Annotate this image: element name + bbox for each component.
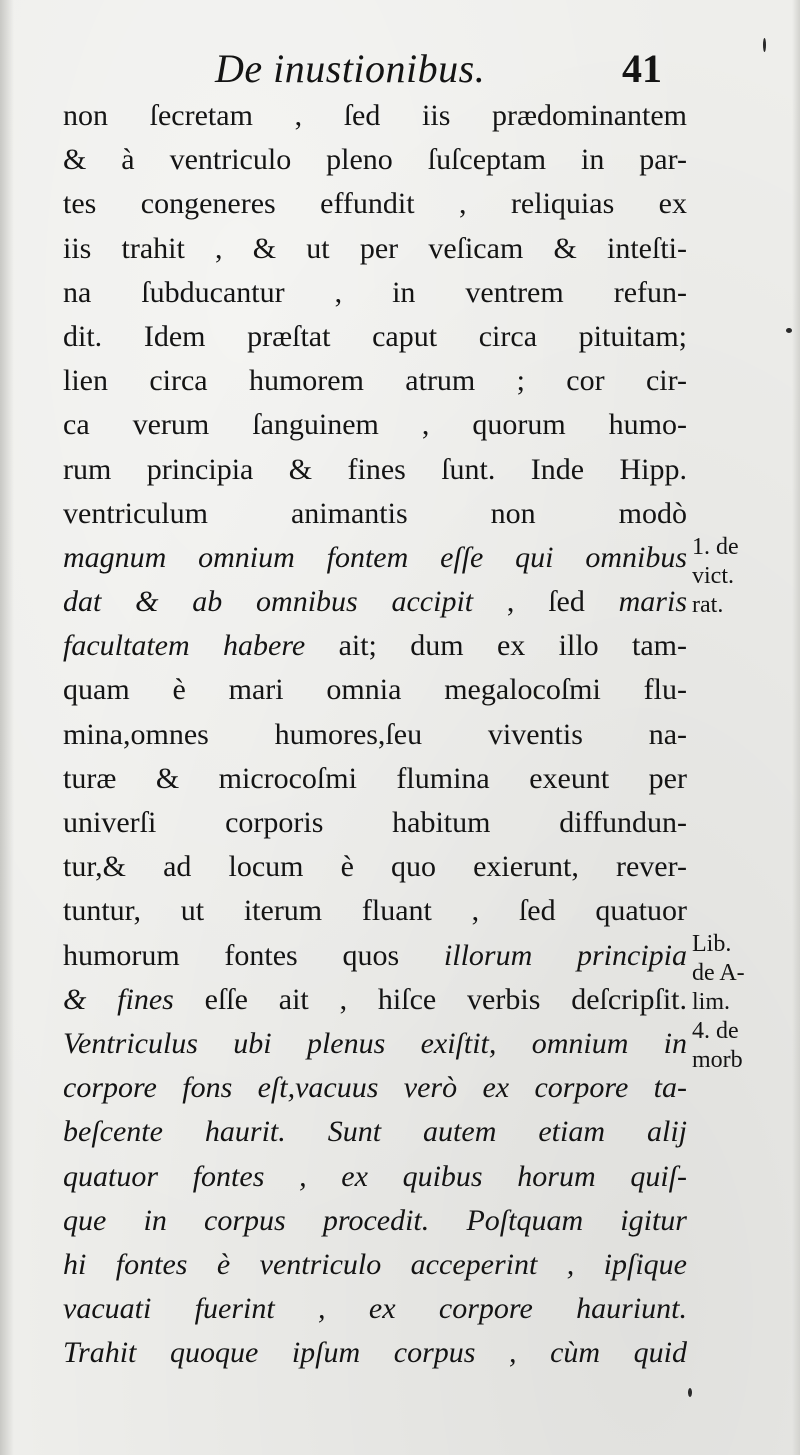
text-line xyxy=(63,1331,687,1375)
italic-text-segment: quatuor fontes , ex quibus horum quiſ- xyxy=(63,1159,687,1193)
text-segment: quam è mari omnia megalocoſmi flu- xyxy=(63,673,687,707)
text-segment: eſſe ait , hiſce verbis deſcripſit. xyxy=(173,982,687,1016)
text-segment: non ſecretam , ſed iis prædominantem xyxy=(63,99,687,132)
text-segment: dit. Idem præſtat caput circa pituitam; xyxy=(63,319,687,353)
text-line xyxy=(63,624,687,668)
text-line xyxy=(63,1287,687,1331)
margin-note-line: morb xyxy=(692,1047,743,1073)
italic-text-segment: vacuati fuerint , ex corpore hauriunt. xyxy=(63,1292,687,1326)
text-line xyxy=(63,403,687,447)
text-line xyxy=(63,668,687,712)
text-segment: univerſi corporis habitum diffundun- xyxy=(63,806,687,839)
text-segment: turæ & microcoſmi flumina exeunt per xyxy=(63,761,687,795)
italic-text-segment: magnum omnium fontem eſſe qui omnibus xyxy=(63,540,687,574)
page-right-edge-shadow xyxy=(792,0,800,1455)
text-line xyxy=(63,934,687,978)
italic-text-segment: Trahit quoque ipſum corpus , cùm quid xyxy=(63,1336,687,1370)
italic-text-segment: facultatem habere xyxy=(63,629,306,663)
text-segment: , ſed xyxy=(473,585,619,619)
text-segment: ventriculum animantis non modò xyxy=(63,496,687,530)
text-line xyxy=(63,801,687,845)
ink-speck xyxy=(786,328,792,333)
text-line xyxy=(63,1199,687,1243)
text-line xyxy=(63,580,687,624)
italic-text-segment: hi fontes è ventriculo acceperint , ipſique xyxy=(63,1247,687,1281)
text-line xyxy=(63,1022,687,1066)
text-line xyxy=(63,713,687,757)
text-line xyxy=(63,94,687,138)
text-line xyxy=(63,315,687,359)
ink-speck xyxy=(763,38,766,52)
text-line xyxy=(63,227,687,271)
text-line xyxy=(63,1155,687,1199)
italic-text-segment: illorum principia xyxy=(443,938,687,972)
page-number: 41 xyxy=(622,46,662,91)
italic-text-segment: que in corpus procedit. Poſtquam igitur xyxy=(63,1203,687,1237)
text-segment: ca verum ſanguinem , quorum humo- xyxy=(63,408,687,442)
body-text xyxy=(63,94,687,1375)
margin-note-line: Lib. xyxy=(692,931,732,957)
text-line xyxy=(63,271,687,315)
text-segment: tuntur, ut iterum fluant , ſed quatuor xyxy=(63,894,687,928)
text-line xyxy=(63,138,687,182)
text-line xyxy=(63,182,687,226)
margin-note-line: vict. xyxy=(692,563,734,589)
page-left-edge-shadow xyxy=(0,0,14,1455)
text-segment: tur,& ad locum è quo exierunt, rever- xyxy=(63,850,687,884)
italic-text-segment: Ventriculus ubi plenus exiſtit, omnium in xyxy=(63,1026,687,1060)
text-segment: rum principia & fines ſunt. Inde Hipp. xyxy=(63,452,687,486)
text-segment: iis trahit , & ut per veſicam & inteſti- xyxy=(63,231,687,265)
margin-note-line: 4. de xyxy=(692,1018,739,1044)
text-line xyxy=(63,889,687,933)
text-line xyxy=(63,845,687,889)
text-segment: ait; dum ex illo tam- xyxy=(305,629,688,663)
text-line xyxy=(63,492,687,536)
italic-text-segment: & fines xyxy=(63,982,174,1016)
italic-text-segment: dat & ab omnibus accipit xyxy=(63,585,474,619)
italic-text-segment: maris xyxy=(618,585,687,619)
margin-note-2 xyxy=(692,930,745,1075)
italic-text-segment: beſcente haurit. Sunt autem etiam alij xyxy=(63,1115,687,1149)
margin-note-line: lim. xyxy=(692,989,731,1015)
margin-note-1 xyxy=(692,533,739,620)
text-line xyxy=(63,978,687,1022)
running-head xyxy=(0,44,700,94)
margin-note-line: 1. de xyxy=(692,534,739,560)
running-title: De inustionibus. xyxy=(215,46,486,91)
text-line xyxy=(63,536,687,580)
text-segment: & à ventriculo pleno ſuſceptam in par- xyxy=(63,143,687,177)
text-segment: mina,omnes humores,ſeu viventis na- xyxy=(63,717,687,751)
text-segment: lien circa humorem atrum ; cor cir- xyxy=(63,364,687,398)
text-line xyxy=(63,448,687,492)
text-line xyxy=(63,1066,687,1110)
margin-note-line: rat. xyxy=(692,592,724,618)
margin-note-line: de A- xyxy=(692,960,745,986)
italic-text-segment: corpore fons eſt,vacuus verò ex corpore ta- xyxy=(63,1071,687,1105)
text-segment: tes congeneres effundit , reliquias ex xyxy=(63,187,687,221)
text-segment: na ſubducantur , in ventrem refun- xyxy=(63,275,687,309)
text-line xyxy=(63,1243,687,1287)
text-segment: humorum fontes quos xyxy=(63,938,444,972)
text-line xyxy=(63,359,687,403)
text-line xyxy=(63,757,687,801)
ink-speck xyxy=(688,1388,692,1397)
text-line xyxy=(63,1110,687,1154)
